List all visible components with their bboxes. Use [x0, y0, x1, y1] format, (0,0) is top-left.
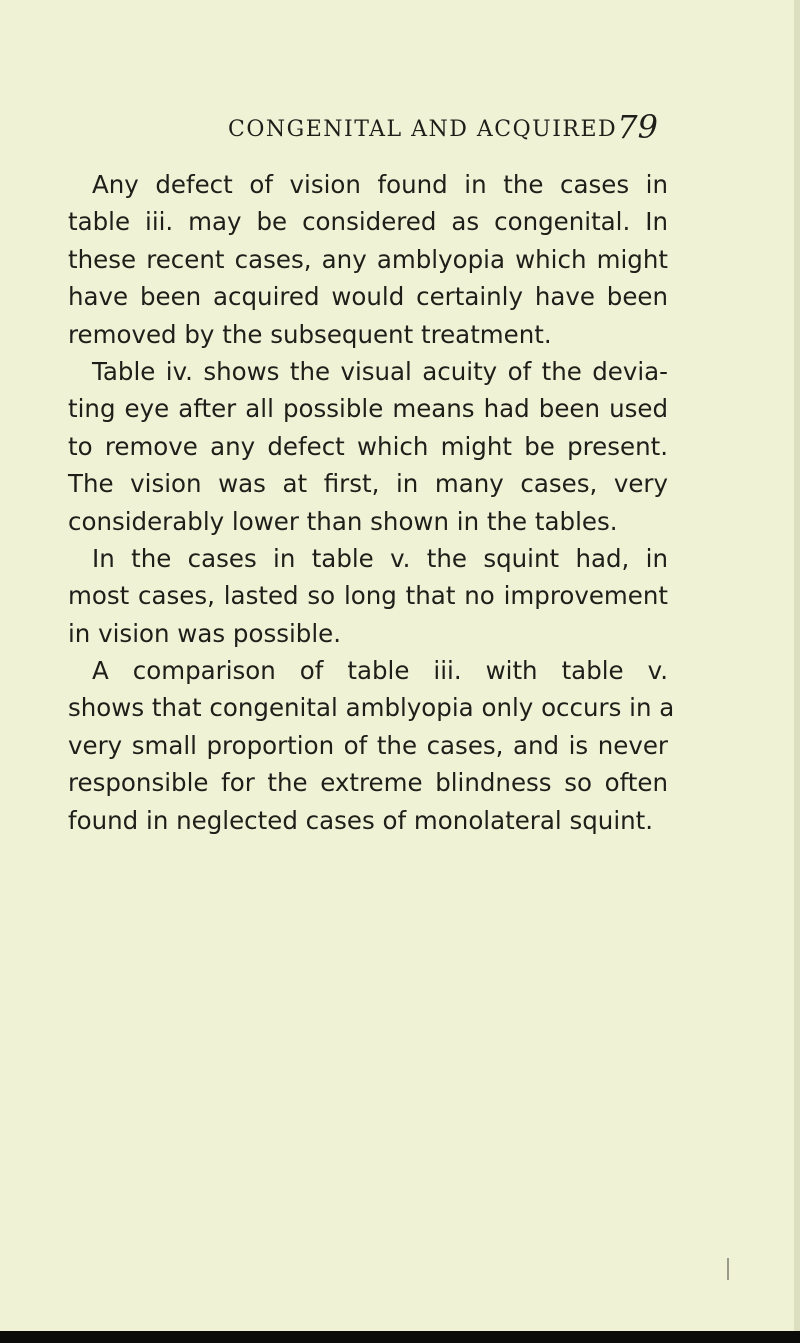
text-line: Any defect of vision found in the cases in	[92, 170, 668, 199]
text-line: to remove any defect which might be present.	[68, 431, 668, 461]
bottom-rule	[0, 1331, 800, 1343]
text-line: have been acquired would certainly have been	[68, 282, 668, 312]
text-line: removed by the subsequent treatment.	[68, 319, 552, 349]
text-line: very small proportion of the cases, and is never	[68, 730, 668, 760]
text-line: these recent cases, any amblyopia which might	[68, 244, 668, 274]
text-line: ting eye after all possible means had been used	[68, 394, 668, 424]
paragraph-2	[68, 353, 668, 540]
running-header	[68, 108, 658, 152]
paragraph-1	[68, 166, 668, 353]
text-line: most cases, lasted so long that no improvement	[68, 581, 668, 611]
text-line: In the cases in table v. the squint had, in	[92, 543, 668, 573]
text-line: Table iv. shows the visual acuity of the devia-	[92, 356, 668, 386]
page-edge	[794, 0, 800, 1343]
text-line: The vision was at first, in many cases, very	[68, 469, 668, 499]
body-text	[68, 166, 675, 839]
paragraph-4	[68, 652, 675, 839]
text-line: A comparison of table iii. with table v.	[92, 656, 668, 686]
paragraph-3	[68, 540, 668, 652]
text-line: found in neglected cases of monolateral squint.	[68, 805, 654, 835]
text-line: considerably lower than shown in the tables.	[68, 506, 618, 536]
page-number: 79	[617, 108, 658, 146]
text-line: table iii. may be considered as congenital. In	[68, 207, 668, 237]
text-line: shows that congenital amblyopia only occurs in a	[68, 693, 675, 723]
stray-mark	[727, 1258, 729, 1280]
header-title: CONGENITAL AND ACQUIRED	[228, 117, 618, 142]
text-line: in vision was possible.	[68, 618, 342, 648]
text-line: responsible for the extreme blindness so often	[68, 768, 668, 798]
